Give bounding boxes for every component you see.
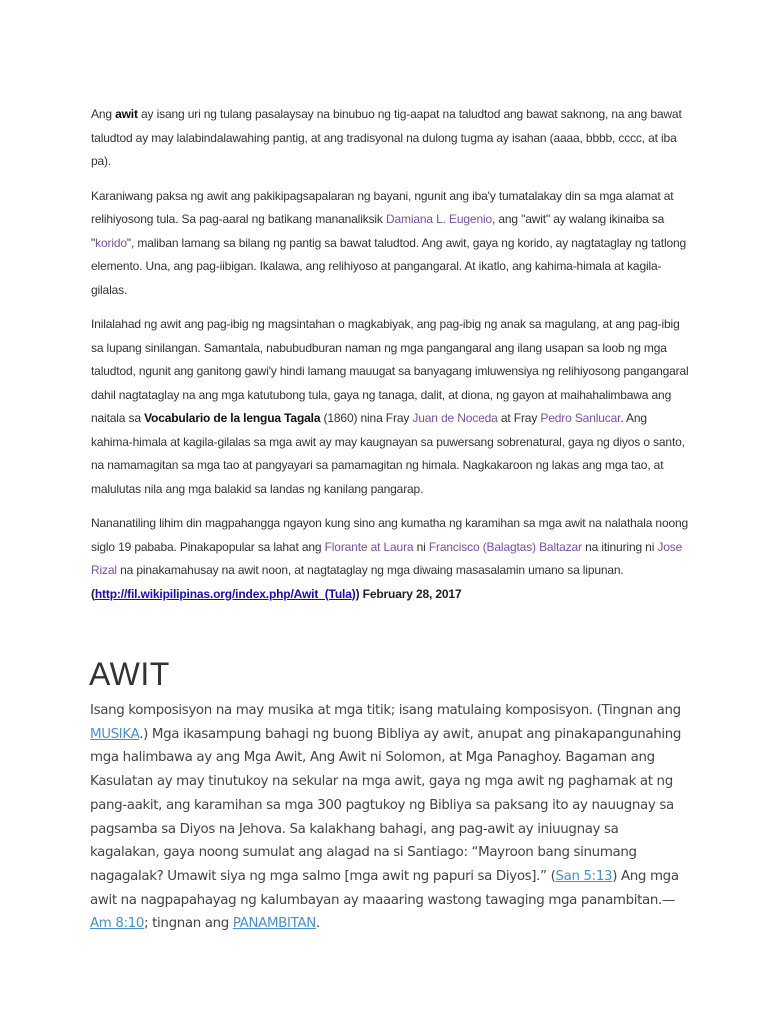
bold-term: awit <box>115 107 138 121</box>
link-panambitan[interactable]: PANAMBITAN <box>232 916 316 932</box>
source-date: February 28, 2017 <box>359 586 462 601</box>
source-url-link[interactable]: http://fil.wikipilipinas.org/index.php/Awit_(Tula) <box>94 586 356 601</box>
link-florante-at-laura[interactable]: Florante at Laura <box>324 539 414 554</box>
link-francisco-baltazar[interactable]: Francisco (Balagtas) Baltazar <box>428 539 582 554</box>
paragraph-3: Inilalahad ng awit ang pag-ibig ng magsintahan o magkabiyak, ang pag-ibig ng anak sa magulang, at ang pag-ibig sa lupang sinilangan. Samantala, nabubudburan naman ng mga pangangaral ang ilang usapan sa loob ng mga taludtod, ngunit ang ganitong gawi'y hindi lamang mauugat sa banyagang imluwensiya ng relihiyosong pangangaral dahil nagtataglay na ang mga katutubong tula, gaya ng tanaga, dalit, at diona, ng gayon at maihahalimbawa ang naitala sa Vocabulario de la lengua Tagala (1860) nina Fray Juan de Noceda at Fray Pedro Sanlucar. Ang kahima-himala at kagila-gilalas sa mga awit ay may kaugnayan sa puwersang sobrenatural, gaya ng diyos o santo, na namamagitan sa mga tao at pangyayari sa pamamagitan ng himala. Nagkakaroon ng lakas ang mga tao, at malulutas nila ang mga balakid sa landas ng kanilang pangarap. <box>91 317 689 496</box>
link-am-8-10[interactable]: Am 8:10 <box>90 916 145 932</box>
link-juan-de-noceda[interactable]: Juan de Noceda <box>412 411 498 425</box>
bold-title: Vocabulario de la lengua Tagala <box>144 411 321 425</box>
link-musika[interactable]: MUSIKA <box>90 726 140 742</box>
paragraph-1: Ang awit ay isang uri ng tulang pasalaysay na binubuo ng tig-aapat na taludtod ang bawat saknong, na ang bawat taludtod ay may lalabindalawahing pantig, at ang tradisyonal na dulong tugma ay isahan (aaaa, bbbb, cccc, at iba pa). <box>91 107 682 168</box>
link-jose-rizal[interactable]: Jose Rizal <box>91 539 683 577</box>
source-citation: (http://fil.wikipilipinas.org/index.php/Awit_(Tula)) February 28, 2017 <box>91 586 462 601</box>
article-section <box>91 103 691 617</box>
paragraph-2: Karaniwang paksa ng awit ang pakikipagsapalaran ng bayani, ngunit ang iba'y tumatalakay din sa mga alamat at relihiyosong tula. Sa pag-aaral ng batikang mananaliksik Damiana L. Eugenio, ang "awit" ay walang ikinaiba sa "korido", maliban lamang sa bilang ng pantig sa bawat taludtod. Ang awit, gaya ng korido, ay nagtataglay ng tatlong elemento. Una, ang pag-iibigan. Ikalawa, ang relihiyoso at pangangaral. At ikatlo, ang kahima-himala at kagila-gilalas. <box>91 188 687 297</box>
section-heading: AWIT <box>89 656 170 692</box>
paragraph-4: Nananatiling lihim din magpahangga ngayon kung sino ang kumatha ng karamihan sa mga awit na nalathala noong siglo 19 pababa. Pinakapopular sa lahat ang Florante at Laura ni Francisco (Balagtas) Baltazar na itinuring ni Jose Rizal na pinakamahusay na awit noon, at nagtataglay ng mga diwaing masasalamin umano sa lipunan. <box>91 516 689 577</box>
link-korido[interactable]: korido <box>95 235 127 250</box>
definition-paragraph: Isang komposisyon na may musika at mga titik; isang matulaing komposisyon. (Tingnan ang MUSIKA.) Mga ikasampung bahagi ng buong Bibliya ay awit, anupat ang pinakapangunahing mga halimbawa ay ang Mga Awit, Ang Awit ni Solomon, at Mga Panaghoy. Bagaman ang Kasulatan ay may tinutukoy na sekular na mga awit, gaya ng mga awit ng paghamak at ng pang-aakit, ang karamihan sa mga 300 pagtukoy ng Bibliya sa paksang ito ay nauugnay sa pagsamba sa Diyos na Jehova. Sa kalakhang bahagi, ang pag-awit ay iniuugnay sa kagalakan, gaya noong sumulat ang alagad na si Santiago: “Mayroon bang sinumang nagagalak? Umawit siya ng mga salmo [mga awit ng papuri sa Diyos].” (San 5:13) Ang mga awit na nagpapahayag ng kalumbayan ay maaaring wastong tawaging mga panambitan.—Am 8:10; tingnan ang PANAMBITAN. <box>90 703 682 932</box>
link-san-5-13[interactable]: San 5:13 <box>555 868 613 884</box>
link-pedro-sanlucar[interactable]: Pedro Sanlucar <box>540 411 621 425</box>
link-damiana-eugenio[interactable]: Damiana L. Eugenio <box>385 212 493 226</box>
